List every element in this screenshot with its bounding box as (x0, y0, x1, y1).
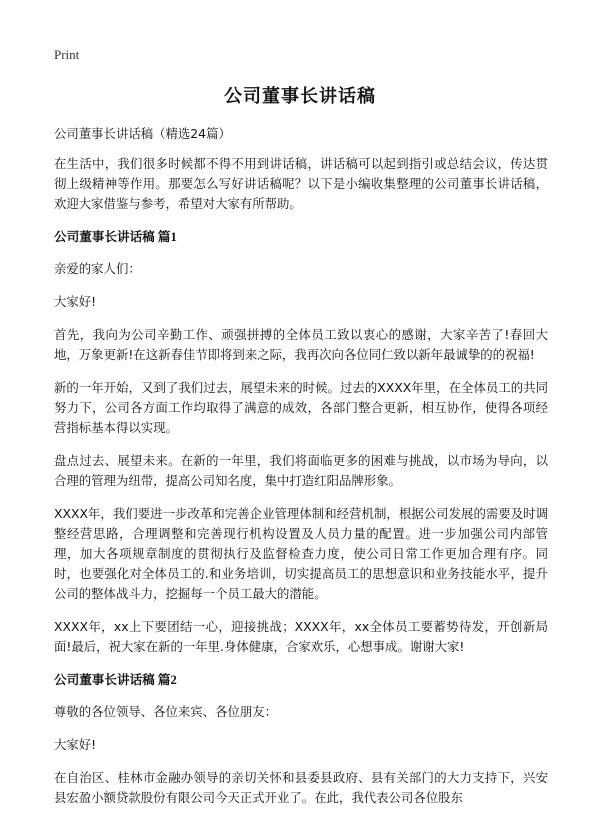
section-paragraph: 尊敬的各位领导、各位来宾、各位朋友： (54, 704, 278, 719)
section-paragraph: 大家好! (54, 294, 97, 309)
section-paragraph: 新的一年开始，又到了我们过去，展望未来的时候。过去的XXXX年里，在全体员工的共同努力下，公司各方面工作均取得了满意的成效，各部门整合更新，相互协作，使得各项经营指标基本得以实现。 (54, 380, 548, 435)
section-heading-suffix: 篇2 (154, 673, 177, 687)
section-heading-title: 公司董事长讲话稿 (54, 672, 155, 687)
section-paragraph: 大家好! (54, 737, 97, 752)
section-heading-suffix: 篇1 (154, 230, 177, 244)
document-title: 公司董事长讲话稿 (224, 86, 376, 107)
section-heading-title: 公司董事长讲话稿 (54, 229, 155, 244)
print-label: Print (54, 47, 80, 62)
document-subtitle: 公司董事长讲话稿（精选24篇） (54, 126, 231, 141)
section-heading (54, 227, 548, 247)
document-body (54, 124, 548, 821)
section-paragraph: XXXX年，我们要进一步改革和完善企业管理体制和经营机制，根据公司发展的需要及时调整经营思路，合理调整和完善现行机构设置及人员力量的配置。进一步加强公司内部管理，加大各项规章制度的贯彻执行及监督检查力度，使公司日常工作更加合理有序。同时，也要强化对全体员工的.和业务培训，切实提高员工的思想意识和业务技能水平，提升公司的整体战斗力，挖掘每一个员工最大的潜能。 (54, 506, 548, 601)
section-paragraph: 在自治区、桂林市金融办领导的亲切关怀和县委县政府、县有关部门的大力支持下，兴安县宏盈小额贷款股份有限公司今天正式开业了。在此，我代表公司各位股东 (54, 770, 548, 805)
section-1 (54, 227, 548, 657)
section-heading (54, 670, 548, 690)
section-2 (54, 670, 548, 808)
intro-paragraph: 在生活中，我们很多时候都不得不用到讲话稿，讲话稿可以起到指引或总结会议，传达贯彻上级精神等作用。那要怎么写好讲话稿呢？以下是小编收集整理的公司董事长讲话稿，欢迎大家借鉴与参考，希望对大家有所帮助。 (54, 156, 548, 211)
section-paragraph: 盘点过去、展望未来。在新的一年里，我们将面临更多的困难与挑战，以市场为导向，以合理的管理为纽带，提高公司知名度，集中打造红阳品牌形象。 (54, 453, 548, 488)
section-paragraph: XXXX年，xx上下要团结一心，迎接挑战；XXXX年，xx全体员工要蓄势待发，开创新局面!最后，祝大家在新的一年里.身体健康，合家欢乐，心想事成。谢谢大家! (54, 619, 548, 654)
section-paragraph: 亲爱的家人们： (54, 261, 141, 276)
section-paragraph: 首先，我向为公司辛勤工作、顽强拼搏的全体员工致以衷心的感谢，大家辛苦了!春回大地，万象更新!在这新春佳节即将到来之际，我再次向各位同仁致以新年最诚挚的的祝福! (54, 327, 548, 362)
